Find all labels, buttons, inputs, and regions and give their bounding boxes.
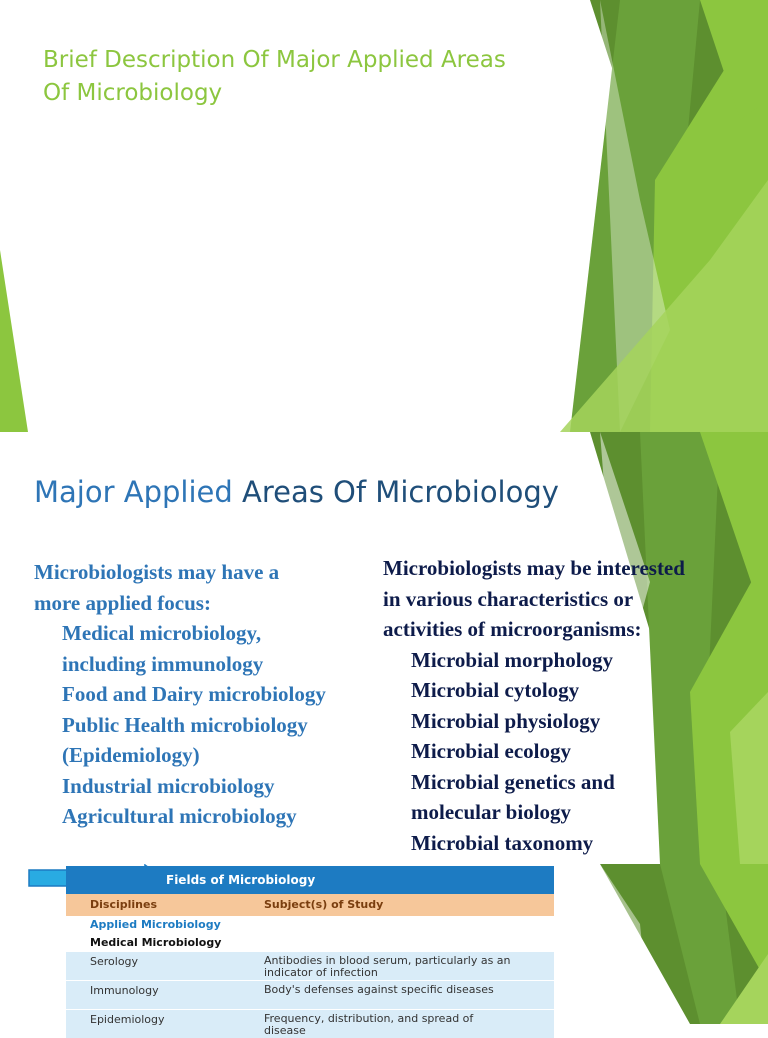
characteristics-list <box>383 645 768 859</box>
characteristics-column <box>383 553 768 858</box>
column-header-disciplines: Disciplines <box>90 898 157 911</box>
characteristics-intro: Microbiologists may be interested in various characteristics or activities of microorganisms: <box>383 556 685 641</box>
list-item: Microbial ecology <box>411 739 571 763</box>
discipline-cell: Epidemiology <box>90 1013 165 1026</box>
table-row <box>66 951 554 980</box>
subsection-medical-microbiology: Medical Microbiology <box>66 934 554 951</box>
subject-cell: Body's defenses against specific diseases <box>264 983 494 996</box>
table-header-row <box>66 894 554 916</box>
slide-2-title: Major Applied Areas Of Microbiology <box>34 475 559 509</box>
list-item: Public Health microbiology (Epidemiology) <box>62 712 308 767</box>
applied-focus-intro: Microbiologists may have a more applied focus: <box>34 560 280 615</box>
list-item: Agricultural microbiology <box>62 804 297 828</box>
fields-of-microbiology-table <box>66 866 554 1038</box>
section-applied-microbiology: Applied Microbiology <box>66 916 554 934</box>
slide-1 <box>0 0 768 432</box>
column-header-subjects: Subject(s) of Study <box>264 898 384 911</box>
list-item: Microbial cytology <box>411 678 580 702</box>
table-row <box>66 980 554 1009</box>
discipline-cell: Serology <box>90 955 139 968</box>
subject-cell: Antibodies in blood serum, particularly as an indicator of infection <box>264 954 511 979</box>
table-title: Fields of Microbiology <box>66 866 554 894</box>
list-item: Microbial taxonomy <box>411 830 594 855</box>
list-item: Microbial physiology <box>411 708 601 733</box>
applied-focus-list <box>34 618 394 832</box>
list-item: Microbial morphology <box>411 647 614 672</box>
list-item: Industrial microbiology <box>62 773 275 798</box>
list-item: Food and Dairy microbiology <box>62 682 326 706</box>
list-item: Microbial genetics and molecular biology <box>411 769 615 824</box>
discipline-cell: Immunology <box>90 984 159 997</box>
list-item: Medical microbiology, including immunology <box>62 621 264 676</box>
subject-cell: Frequency, distribution, and spread of disease <box>264 1012 474 1037</box>
slide-1-title: Brief Description Of Major Applied Areas Of Microbiology <box>43 47 506 106</box>
applied-focus-column <box>34 557 394 832</box>
